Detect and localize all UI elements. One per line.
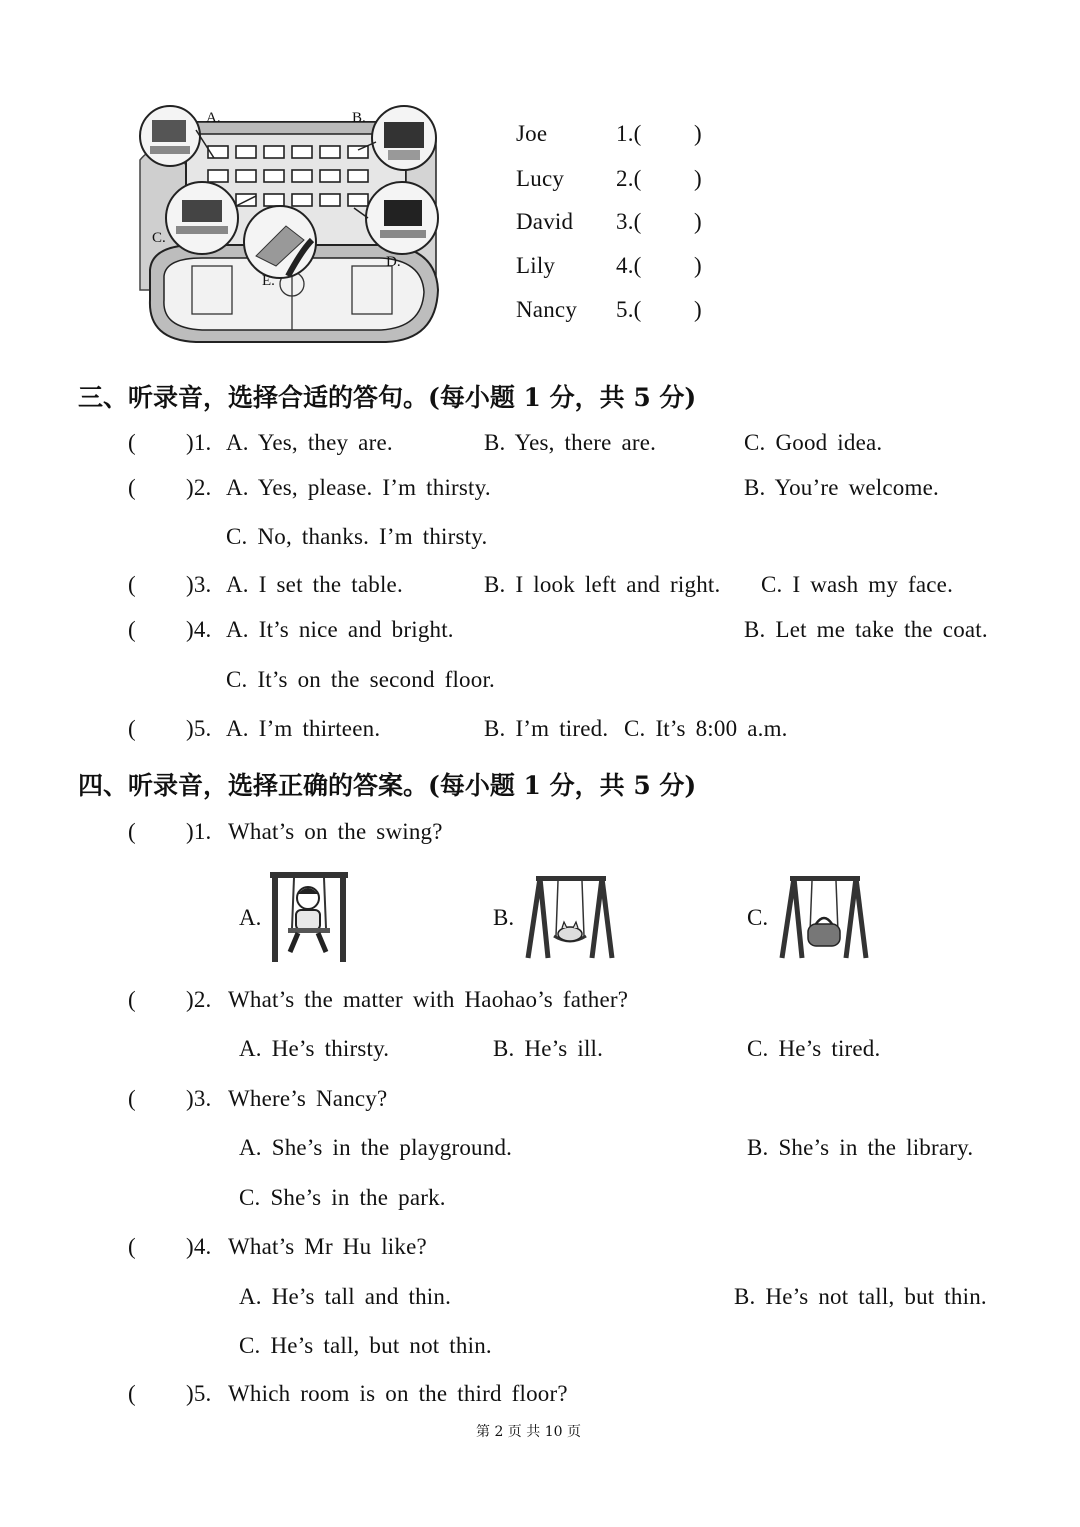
- option-a: A. Yes, they are.: [226, 430, 393, 455]
- answer-bracket[interactable]: (: [128, 1381, 136, 1406]
- answer-bracket[interactable]: (: [128, 1234, 136, 1259]
- option-c-label: C.: [747, 905, 769, 930]
- match-number: 4.(: [616, 253, 642, 278]
- scene-label-e: E.: [262, 273, 275, 289]
- answer-bracket[interactable]: (: [128, 1086, 136, 1111]
- option-b: B. You’re welcome.: [744, 475, 939, 500]
- question-number: )3.: [186, 1086, 212, 1111]
- option-c: C. It’s 8:00 a.m.: [624, 716, 788, 741]
- school-scene-illustration: [136, 100, 444, 348]
- match-answer-blank[interactable]: ): [694, 297, 702, 322]
- question-text: Which room is on the third floor?: [228, 1381, 568, 1406]
- section-3-heading: 三、听录音，选择合适的答句。(每小题 1 分，共 5 分): [78, 383, 697, 412]
- answer-bracket[interactable]: (: [128, 819, 136, 844]
- scene-label-d: D.: [386, 254, 401, 270]
- option-b: B. She’s in the library.: [747, 1135, 974, 1160]
- option-a: A. He’s tall and thin.: [239, 1284, 452, 1309]
- match-answer-blank[interactable]: ): [694, 253, 702, 278]
- question-number: )5.: [186, 716, 212, 741]
- option-a: A. She’s in the playground.: [239, 1135, 513, 1160]
- option-a: A. I set the table.: [226, 572, 403, 597]
- answer-bracket[interactable]: (: [128, 987, 136, 1012]
- option-b: B. Let me take the coat.: [744, 617, 988, 642]
- scene-label-a: A.: [206, 110, 221, 126]
- option-a: A. He’s thirsty.: [239, 1036, 390, 1061]
- match-answer-blank[interactable]: ): [694, 209, 702, 234]
- section-4-heading: 四、听录音，选择正确的答案。(每小题 1 分，共 5 分): [78, 771, 697, 800]
- match-name: David: [516, 209, 574, 234]
- question-number: )1.: [186, 430, 212, 455]
- swing-with-cat-picture: [524, 872, 616, 964]
- match-name: Lily: [516, 253, 556, 278]
- match-number: 5.(: [616, 297, 642, 322]
- scene-label-c: C.: [152, 230, 166, 246]
- option-c: C. Good idea.: [744, 430, 883, 455]
- question-text: Where’s Nancy?: [228, 1086, 388, 1111]
- match-name: Nancy: [516, 297, 578, 322]
- question-text: What’s the matter with Haohao’s father?: [228, 987, 629, 1012]
- swing-with-bag-picture: [778, 872, 870, 964]
- answer-bracket[interactable]: (: [128, 716, 136, 741]
- option-a-label: A.: [239, 905, 262, 930]
- page-footer: 第 2 页 共 10 页: [476, 1424, 581, 1440]
- question-text: What’s on the swing?: [228, 819, 443, 844]
- option-c: C. He’s tall, but not thin.: [239, 1333, 492, 1358]
- swing-with-child-picture: [268, 870, 350, 964]
- question-number: )2.: [186, 987, 212, 1012]
- match-name: Lucy: [516, 166, 565, 191]
- option-b: B. He’s ill.: [493, 1036, 604, 1061]
- match-answer-blank[interactable]: ): [694, 166, 702, 191]
- scene-label-b: B.: [352, 110, 366, 126]
- question-number: )4.: [186, 1234, 212, 1259]
- option-c: C. She’s in the park.: [239, 1185, 446, 1210]
- option-b-label: B.: [493, 905, 515, 930]
- question-number: )1.: [186, 819, 212, 844]
- option-a: A. It’s nice and bright.: [226, 617, 454, 642]
- option-a: A. I’m thirteen.: [226, 716, 381, 741]
- option-c: C. I wash my face.: [761, 572, 954, 597]
- answer-bracket[interactable]: (: [128, 475, 136, 500]
- match-number: 2.(: [616, 166, 642, 191]
- question-number: )5.: [186, 1381, 212, 1406]
- question-number: )4.: [186, 617, 212, 642]
- match-answer-blank[interactable]: ): [694, 121, 702, 146]
- option-a: A. Yes, please. I’m thirsty.: [226, 475, 491, 500]
- option-c: C. No, thanks. I’m thirsty.: [226, 524, 488, 549]
- option-b: B. He’s not tall, but thin.: [734, 1284, 987, 1309]
- answer-bracket[interactable]: (: [128, 430, 136, 455]
- question-number: )3.: [186, 572, 212, 597]
- option-c: C. He’s tired.: [747, 1036, 881, 1061]
- match-name: Joe: [516, 121, 548, 146]
- option-b: B. Yes, there are.: [484, 430, 657, 455]
- match-number: 1.(: [616, 121, 642, 146]
- question-text: What’s Mr Hu like?: [228, 1234, 427, 1259]
- match-number: 3.(: [616, 209, 642, 234]
- option-b: B. I look left and right.: [484, 572, 721, 597]
- option-b: B. I’m tired.: [484, 716, 609, 741]
- question-number: )2.: [186, 475, 212, 500]
- option-c: C. It’s on the second floor.: [226, 667, 495, 692]
- answer-bracket[interactable]: (: [128, 572, 136, 597]
- answer-bracket[interactable]: (: [128, 617, 136, 642]
